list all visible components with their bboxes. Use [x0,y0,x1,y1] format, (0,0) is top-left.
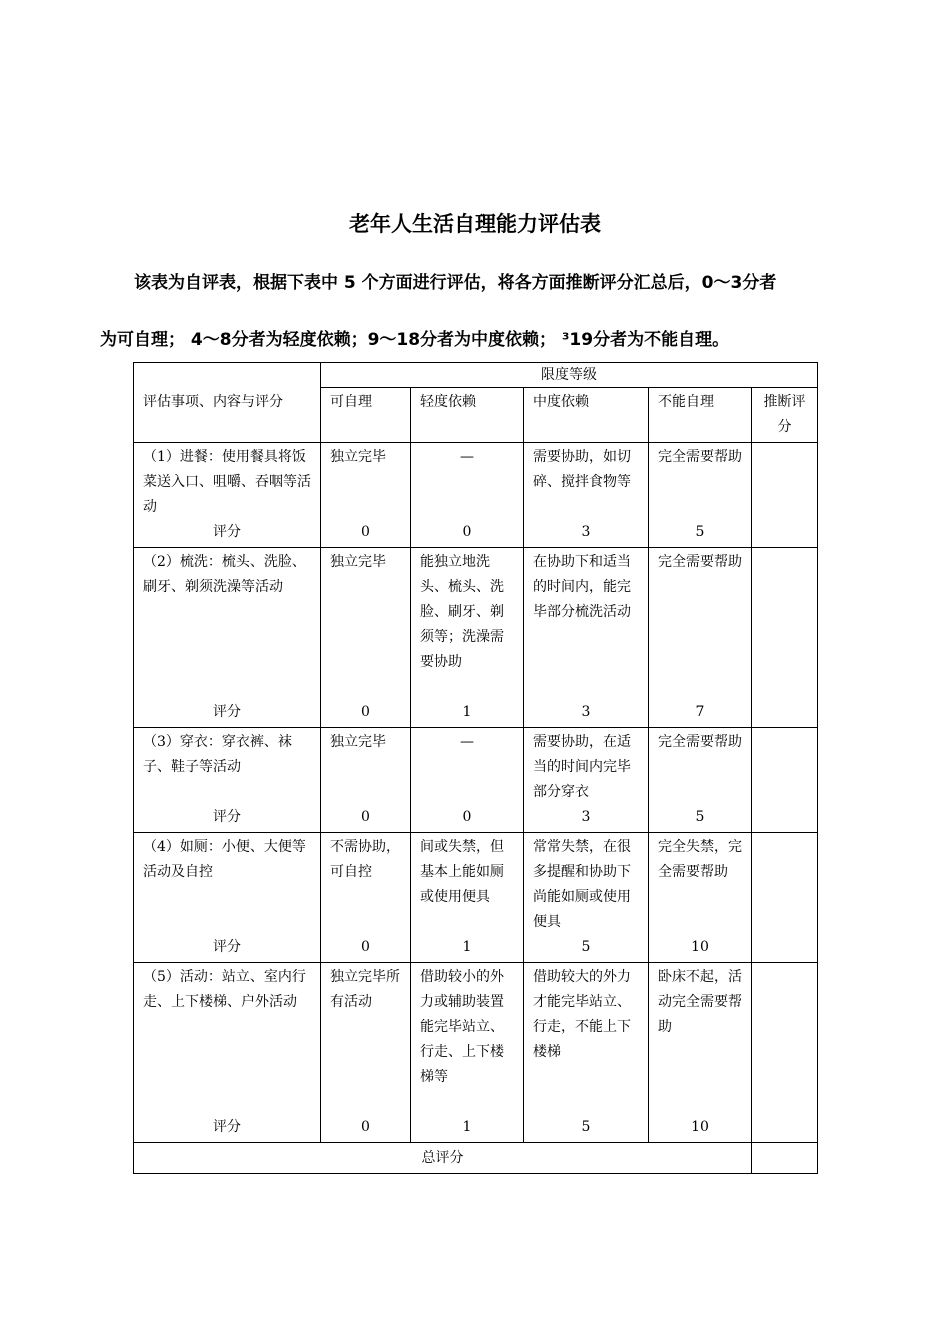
level-text: 独立完毕 [330,554,386,570]
level-score: 0 [361,524,370,540]
judge-cell[interactable] [752,548,818,728]
level-score: 5 [695,524,705,540]
item-cell [134,833,321,963]
level-score: 0 [361,939,370,955]
level-score: 5 [695,809,705,825]
level-cell [411,548,524,728]
intro-paragraph [100,255,860,369]
score-label: 评分 [213,939,241,955]
intro-line-2: 为可自理； 4～8分者为轻度依赖；9～18分者为中度依赖； ³19分者为不能自理。 [100,330,730,350]
level-cell [411,728,524,833]
level-cell [411,963,524,1143]
level-score: 5 [581,939,591,955]
level-cell [524,548,649,728]
total-label: 总评分 [134,1143,752,1174]
level-text: 在协助下和适当的时间内，能完毕部分梳洗活动 [533,554,631,620]
item-text: （4）如厕：小便、大便等活动及自控 [143,839,306,880]
level-cell [649,728,752,833]
total-score-cell[interactable] [752,1143,818,1174]
header-group-cell: 限度等级 [321,363,818,388]
level-text: 需要协助，在适当的时间内完毕部分穿衣 [533,734,631,800]
level-cell [649,443,752,548]
level-text: 借助较大的外力才能完毕站立、行走，不能上下楼梯 [533,969,631,1060]
level-cell [524,728,649,833]
level-score: 5 [581,1119,591,1135]
level-cell [321,833,411,963]
header-judge: 推断评分 [752,388,818,443]
level-cell [411,833,524,963]
level-cell [524,963,649,1143]
level-score: 3 [581,809,591,825]
level-text: 需要协助，如切碎、搅拌食物等 [533,449,631,490]
level-text: 独立完毕所有活动 [330,969,400,1010]
level-text: 不需协助，可自控 [330,839,400,880]
header-level-mild: 轻度依赖 [411,388,524,443]
table-row [134,548,818,728]
judge-cell[interactable] [752,833,818,963]
item-cell [134,443,321,548]
level-text: 完全需要帮助 [658,554,742,570]
score-label: 评分 [213,704,241,720]
score-label: 评分 [213,809,241,825]
header-level-moderate: 中度依赖 [524,388,649,443]
header-row-1 [134,363,818,388]
item-text: （1）进餐：使用餐具将饭菜送入口、咀嚼、吞咽等活动 [143,449,311,515]
level-text: — [460,449,474,465]
level-score: 10 [691,1119,709,1135]
level-cell [649,963,752,1143]
judge-cell[interactable] [752,443,818,548]
item-text: （5）活动：站立、室内行走、上下楼梯、户外活动 [143,969,306,1010]
level-score: 1 [462,1119,472,1135]
header-item-cell: 评估事项、内容与评分 [134,363,321,443]
level-score: 0 [462,524,472,540]
score-label: 评分 [213,524,241,540]
judge-cell[interactable] [752,728,818,833]
level-text: 常常失禁，在很多提醒和协助下尚能如厕或使用便具 [533,839,631,930]
level-text: 卧床不起，活动完全需要帮助 [658,969,742,1035]
level-text: — [460,734,474,750]
level-score: 3 [581,704,591,720]
intro-line-1: 该表为自评表，根据下表中 5 个方面进行评估，将各方面推断评分汇总后，0～3分者 [134,273,777,293]
level-cell [649,548,752,728]
total-row [134,1143,818,1174]
level-text: 独立完毕 [330,734,386,750]
level-cell [321,963,411,1143]
table-row [134,833,818,963]
level-text: 能独立地洗头、梳头、洗脸、刷牙、剃须等；洗澡需要协助 [420,554,504,670]
judge-cell[interactable] [752,963,818,1143]
header-level-self: 可自理 [321,388,411,443]
level-score: 1 [462,704,472,720]
level-cell [321,548,411,728]
score-label: 评分 [213,1119,241,1135]
item-text: （2）梳洗：梳头、洗脸、刷牙、剃须洗澡等活动 [143,554,306,595]
item-cell [134,728,321,833]
item-cell [134,548,321,728]
level-cell [524,833,649,963]
level-cell [411,443,524,548]
assessment-table [133,362,818,1174]
level-text: 间或失禁，但基本上能如厕或使用便具 [420,839,504,905]
level-cell [524,443,649,548]
level-text: 借助较小的外力或辅助装置能完毕站立、行走、上下楼梯等 [420,969,504,1085]
level-text: 完全需要帮助 [658,449,742,465]
level-score: 1 [462,939,472,955]
page-title: 老年人生活自理能力评估表 [349,212,601,236]
level-score: 7 [695,704,705,720]
level-cell [321,728,411,833]
level-score: 0 [361,704,370,720]
header-level-unable: 不能自理 [649,388,752,443]
level-score: 0 [361,809,370,825]
level-text: 独立完毕 [330,449,386,465]
level-score: 10 [691,939,709,955]
table-row [134,728,818,833]
item-cell [134,963,321,1143]
level-cell [321,443,411,548]
item-text: （3）穿衣：穿衣裤、袜子、鞋子等活动 [143,734,292,775]
level-text: 完全失禁，完全需要帮助 [658,839,742,880]
level-score: 3 [581,524,591,540]
table-row [134,443,818,548]
table-row [134,963,818,1143]
level-cell [649,833,752,963]
level-text: 完全需要帮助 [658,734,742,750]
level-score: 0 [462,809,472,825]
level-score: 0 [361,1119,370,1135]
